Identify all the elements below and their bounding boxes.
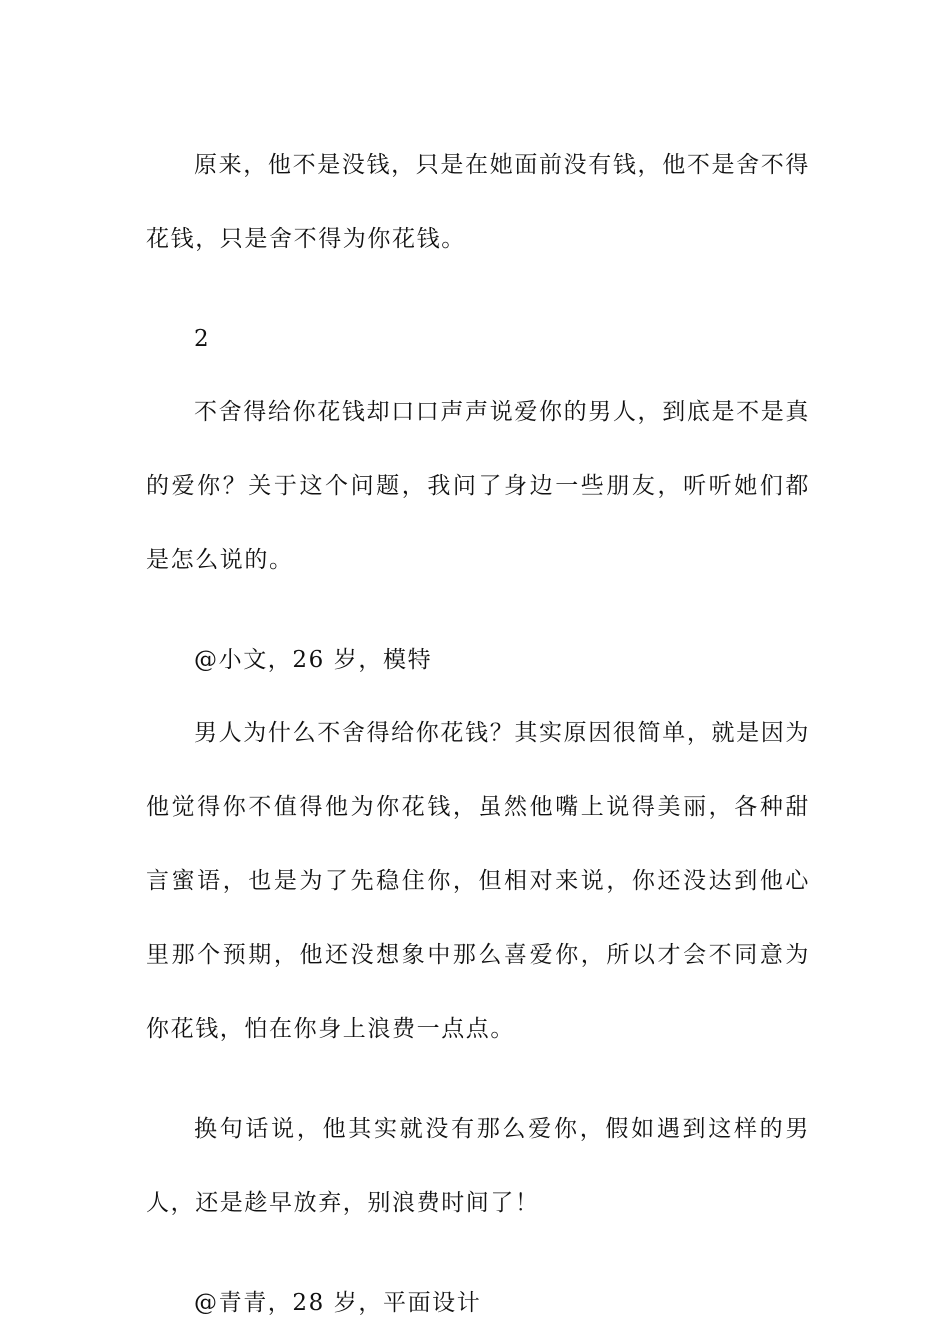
section-number: 2 xyxy=(194,326,211,352)
paragraph-money-explanation: 原来，他不是没钱，只是在她面前没有钱，他不是舍不得花钱，只是舍不得为你花钱。 xyxy=(146,152,810,252)
speaker-qingqing: @青青，28 岁，平面设计 xyxy=(194,1290,482,1316)
speaker-xiaowen: @小文，26 岁，模特 xyxy=(194,647,433,673)
paragraph-question: 不舍得给你花钱却口口声声说爱你的男人，到底是不是真的爱你？关于这个问题，我问了身边一些朋友，听听她们都是怎么说的。 xyxy=(146,399,810,573)
paragraph-xiaowen-answer: 男人为什么不舍得给你花钱？其实原因很简单，就是因为他觉得你不值得他为你花钱，虽然他嘴上说得美丽，各种甜言蜜语，也是为了先稳住你，但相对来说，你还没达到他心里那个预期，他还没想象中那么喜爱你，所以才会不同意为你花钱，怕在你身上浪费一点点。 xyxy=(146,720,810,1042)
paragraph-conclusion: 换句话说，他其实就没有那么爱你，假如遇到这样的男人，还是趁早放弃，别浪费时间了！ xyxy=(146,1116,810,1216)
document-body xyxy=(146,128,810,1339)
